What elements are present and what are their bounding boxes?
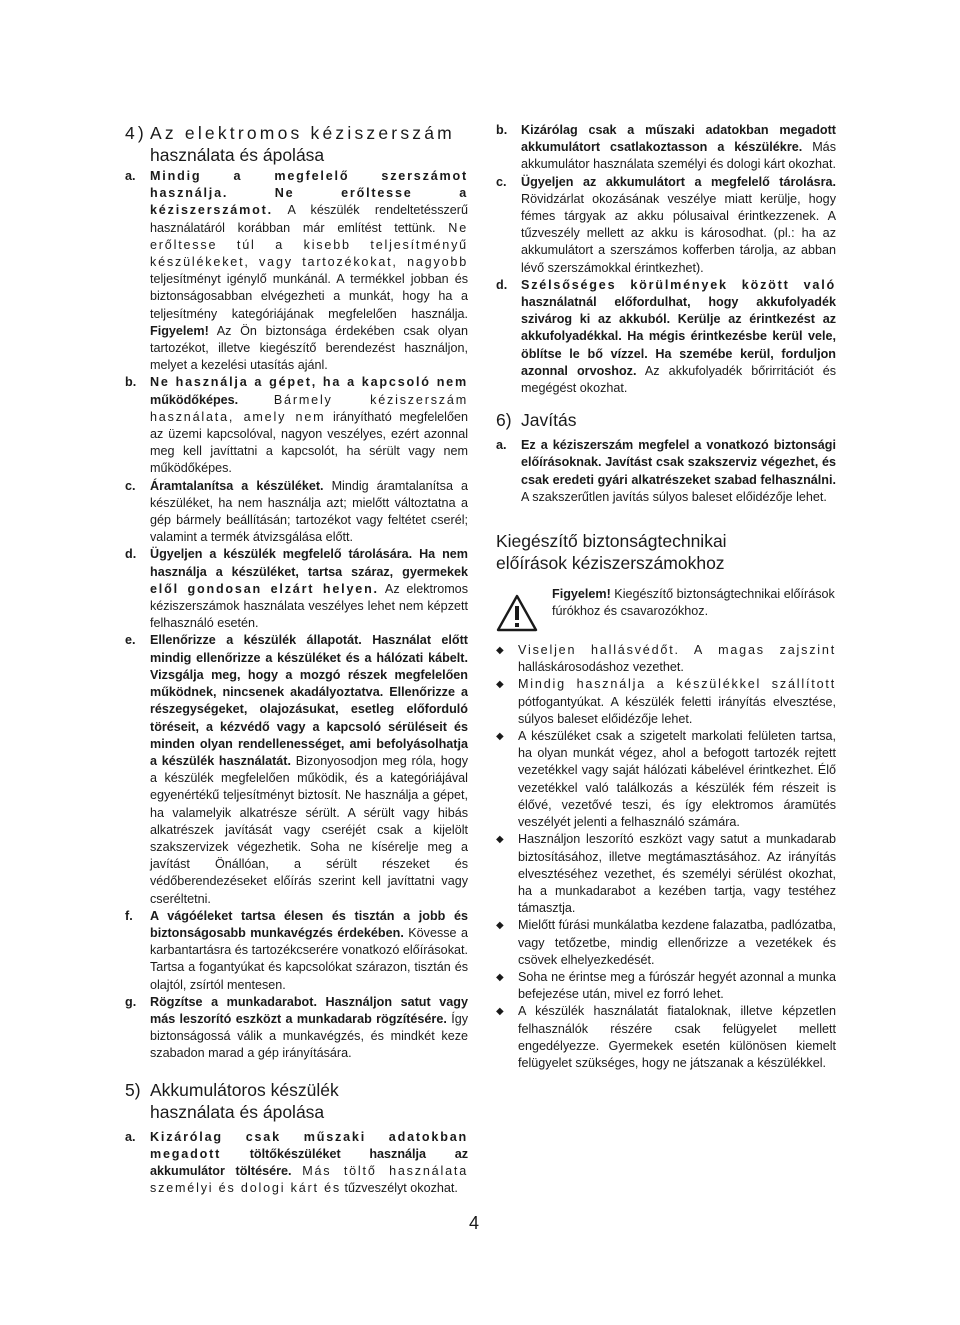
diamond-bullet-icon: ◆ — [496, 731, 504, 743]
section-6-number: 6) — [496, 410, 512, 431]
section-4-item-text: Áramtalanítsa a készüléket. Mindig áramtalanítsa a készüléket, ha nem használja azt; mielőtt változtatna a gép bármely beállításán; tartozékot vagy feltétet cserél; valamint a termék átvizsgálása előtt. — [150, 478, 469, 545]
section-5-items-left — [125, 1129, 468, 1198]
section-5-number: 5) — [125, 1079, 141, 1100]
section-4-item-text: Rögzítse a munkadarabot. Használjon satut vagy más leszorító eszközt a munkadarab rögzítésére. Így biztonságossá válik a munkavégzés, és mindkét keze szabadon marad a gép irányítására. — [150, 994, 468, 1061]
section-6-item-text: Ez a kéziszerszám megfelel a vonatkozó biztonsági előírásoknak. Javítást csak szakszerviz végezhet, és csak eredeti gyári alkatrészeket szabad felhasználni. A szakszerűtlen javítás súlyos baleset előidézője lehet. — [521, 438, 836, 504]
extra-bullet-list — [496, 642, 836, 1072]
section-5-item-label: a. — [125, 1129, 136, 1144]
section-4-title — [125, 122, 468, 144]
section-5-item-label: c. — [496, 174, 507, 189]
section-4-item-label: d. — [125, 547, 137, 562]
bullet-item — [496, 917, 836, 969]
bullet-text: Mindig használja a készülékkel szállított pótfogantyúkat. A készülék feletti irányítás elvesztése, súlyos baleset előidézője lehet. — [518, 677, 836, 726]
section-4-item-label: e. — [125, 633, 136, 648]
right-column — [496, 122, 836, 1072]
section-4-item-text: Ellenőrizze a készülék állapotát. Használat előtt mindig ellenőrizze a készüléket és a hálózati kábelt. Vizsgálja meg, hogy a mozgó részek megfelelően működnek, nincsenek akadályoztatva. Ellenőrizze a részegységeket, olajozásukat, esetleg előforduló töréseit, a kézvédő vagy a kapcsoló sérüléseit és minden olyan rendellenességet, ami befolyásolhatja a készülék használatát. Bizonyosodjon meg róla, hogy a készülék megfelelően működik, és a kategóriájával egyenértékű teljesítményt biztosít. Ne használja a gépet, ha valamelyik alkatrésze sérült. A sérült vagy hibás alkatrészek javítását vagy cseréjét csak a kijelölt szakszervizek végezhetik. Soha ne kísérelje meg a javítást Önállóan, a sérült részeket és védőberendezéseket előírás szerint kell javíttatni vagy cseréltetni. — [150, 633, 468, 906]
section-4-item-label: f. — [125, 908, 133, 923]
section-4-item-text: Mindig a megfelelő szerszámot használja. Ne erőltesse a kéziszerszámot. A készülék rendeltetésszerű használatáról korábban már említést tettünk. Ne erőltesse túl a kisebb teljesítményű készülékeket, vagy tartozékokat, nagyobb teljesítményt igénylő munkánál. A termékkel jobban és biztonságosabban elvégezheti a munkát, hogy ha a teljesítmény kategóriájának megfelelően használja. Figyelem! Az Ön biztonsága érdekében csak olyan tartozékot, illetve kiegészítő berendezést használjon, melyet a kezelési utasítás ajánl. — [150, 169, 468, 373]
section-4-subtitle — [125, 144, 468, 166]
left-column — [125, 122, 468, 1197]
bullet-item — [496, 1003, 836, 1072]
section-4-item — [125, 908, 468, 994]
bullet-text: Viseljen hallásvédőt. A magas zajszint halláskárosodáshoz vezethet. — [518, 643, 836, 675]
section-5-item-label: d. — [496, 277, 508, 292]
extra-heading-line2: előírások kéziszerszámokhoz — [496, 553, 725, 574]
bullet-text: A készüléket csak a szigetelt markolati felületen tartsa, ha olyan munkát végez, ahol a befogott tartozék rejtett vezetékkel vagy saját hálózati kábelével érintkezhet. Élő vezetékkel való találkozás a készülék fém részeit is élővé, vezetővé teszi, és így elektromos áramütés veszélyét jelenti a felhasználó számára. — [518, 729, 836, 830]
bullet-text: Soha ne érintse meg a fúrószár hegyét azonnal a munka befejezése után, mivel ez forró lehet. — [518, 969, 836, 1002]
section-5-item-label: b. — [496, 123, 508, 137]
section-5-item-text: Szélsőséges körülmények között való használatnál előfordulhat, hogy akkufolyadék szivárog ki az akkuból. Kerülje az érintkezést az akkufolyadékkal. Ha mégis érintkezésbe kerül vele, öblítse le bő vízzel. Ha szemébe kerül, forduljon azonnal orvoshoz. Az akkufolyadék bőrirritációt és megégést okozhat. — [521, 277, 836, 396]
section-6-title-text: Javítás — [521, 410, 577, 431]
section-6-item — [496, 437, 836, 506]
bullet-text: Mielőtt fúrási munkálatba kezdene falazatba, padlózatba, vagy tetőzetbe, mindig ellenőrizze a vezetékek és csövek elhelyezkedését. — [518, 918, 836, 967]
section-6-item-label: a. — [496, 438, 507, 453]
section-5-title — [125, 1079, 468, 1101]
bullet-item — [496, 969, 836, 1003]
section-4-item — [125, 546, 468, 632]
section-4-item-label: b. — [125, 375, 137, 390]
warning-label: Figyelem! — [552, 587, 611, 602]
warning-text — [552, 586, 836, 620]
bullet-item — [496, 728, 836, 831]
diamond-bullet-icon: ◆ — [496, 920, 504, 932]
warning-body: Kiegészítő biztonságtechnikai előírások fúrókhoz és csavarozókhoz. — [552, 587, 835, 619]
page-number: 4 — [469, 1213, 480, 1233]
bullet-item — [496, 831, 836, 917]
section-5-item — [496, 277, 836, 397]
section-5-title-line2: használata és ápolása — [150, 1101, 325, 1122]
bullet-text: A készülék használatát fiataloknak, illetve képzetlen felhasználók részére csak felügyelet mellett engedélyezze. Gyermekek esetén különösen kiemelt felügyelet szükséges, hogy ne játszanak a készülékkel. — [518, 1004, 836, 1070]
warning-triangle-icon — [496, 594, 538, 632]
diamond-bullet-icon: ◆ — [496, 834, 504, 846]
section-5-item-text: Ügyeljen az akkumulátort a megfelelő tárolásra. Rövidzárlat okozásának veszélye miatt kerülje, hogy fémes tárgyak az akku pólusaival érintkezzenek. A tűzveszély mellett az akku is károsodhat. (pl.: ha az akkumulátort a szerszámos kofferben tárolja, az abban lévő szerszámokkal érintkezhet). — [521, 174, 836, 275]
bullet-item — [496, 642, 836, 676]
bullet-text: Használjon leszorító eszközt vagy satut a munkadarab biztosításához, illetve megtámasztásához. Az irányítás elvesztéséhez vezethet, és személyi sérülést okozhat, ha a munkadarabot a kezében tartja, vagy testéhez támasztja. — [518, 832, 836, 916]
section-6-title — [496, 409, 836, 431]
section-4-item — [125, 632, 468, 907]
section-5-items-right — [496, 122, 836, 397]
section-5-title-line1: Akkumulátoros készülék — [150, 1079, 339, 1100]
section-5-item-text: Kizárólag csak műszaki adatokban megadott töltőkészüléket használja az akkumulátor töltésére. Más töltő használata személyi és dologi kárt és tűzveszélyt okozhat. — [150, 1129, 468, 1196]
section-4-item — [125, 374, 468, 477]
section-4-item — [125, 478, 468, 547]
section-4-item-text: Ügyeljen a készülék megfelelő tárolására. Ha nem használja a készüléket, tartsa száraz, gyermekek elől gondosan elzárt helyen. Az elektromos kéziszerszámok használata veszélyes lehet nem képzett felhasználó esetén. — [150, 547, 468, 631]
section-4-title-line1: Az elektromos kéziszerszám — [150, 123, 455, 143]
section-4-item-label: c. — [125, 478, 136, 493]
diamond-bullet-icon: ◆ — [496, 1006, 504, 1018]
section-5-item — [496, 122, 836, 174]
section-6-items — [496, 437, 836, 506]
section-4-item-label: g. — [125, 994, 137, 1009]
diamond-bullet-icon: ◆ — [496, 971, 504, 983]
section-4-number: 4) — [125, 123, 147, 143]
section-5-item-text: Kizárólag csak a műszaki adatokban megadott akkumulátort csatlakoztasson a készülékre. Más akkumulátor használata személyi és dologi kárt okozhat. — [521, 123, 837, 172]
diamond-bullet-icon: ◆ — [496, 645, 504, 657]
section-5-item — [496, 174, 836, 277]
section-5-item — [125, 1129, 468, 1198]
diamond-bullet-icon: ◆ — [496, 679, 504, 691]
section-4-title-line2: használata és ápolása — [150, 145, 325, 165]
extra-heading-line1: Kiegészítő biztonságtechnikai — [496, 531, 727, 552]
bullet-item — [496, 676, 836, 728]
warning-box — [496, 586, 836, 632]
section-4-item — [125, 994, 468, 1063]
section-4-item — [125, 168, 468, 374]
section-5-subtitle — [125, 1101, 468, 1123]
section-4-items — [125, 168, 468, 1063]
section-4-item-label: a. — [125, 169, 136, 183]
section-4-item-text: Ne használja a gépet, ha a kapcsoló nem működőképes. Bármely kéziszerszám használata, amely nem irányítható megfelelően az üzemi kapcsolóval, nagyon veszélyes, ezért azonnal meg kell javíttatni a kapcsolót, ha sérült vagy nem működőképes. — [150, 375, 468, 476]
section-4-item-text: A vágóéleket tartsa élesen és tisztán a jobb és biztonságosabb munkavégzés érdekében. Kövesse a karbantartásra és tartozékcserére vonatkozó előírásokat. Tartsa a fogantyúkat és kapcsolókat szárazon, tisztán és olajtól, zsírtól mentesen. — [150, 908, 468, 992]
